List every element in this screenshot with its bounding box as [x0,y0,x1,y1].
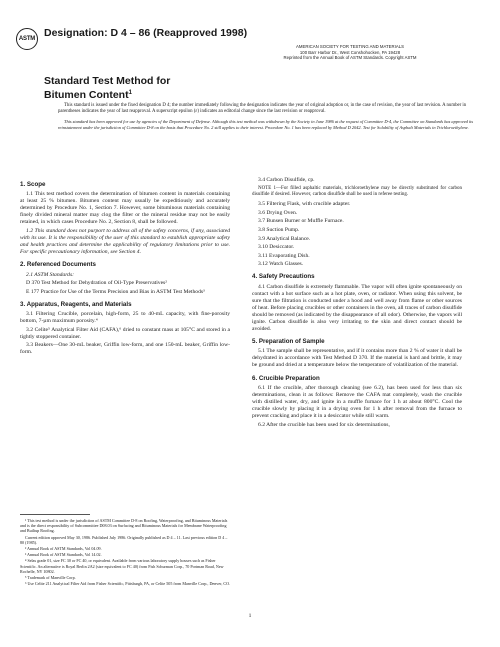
list-item: 3.11 Evaporating Dish. [258,252,310,259]
document-title [44,75,170,101]
paragraph: 6.2 After the crucible has been used for six determinations, [258,421,390,428]
section-heading: 1. Scope [20,181,46,188]
section-heading: 5. Preparation of Sample [252,338,325,346]
paragraph: 3.2 Celite⁵ Analytical Filter Aid (CAFA),⁶ dried to constant mass at 105°C and stored in a tightly stoppered container. [20,326,230,340]
footnote: ³ Annual Book of ASTM Standards, Vol 14.02. [25,552,102,558]
list-item: 3.10 Desiccator. [258,244,295,251]
footnote: ⁶ Use Celite 211 Analytical Filter Aid from Fisher Scientific, Pittsburgh, PA, or Celite 505 from Manville Corp., Denver, CO. [25,581,231,587]
title-footnote-mark: 1 [128,90,132,96]
section-heading: 2. Referenced Documents [20,261,96,269]
publisher-block [205,44,495,61]
paragraph: 1.2 This standard does not purport to address all of the safety concerns, if any, associated with its use. It is the responsibility of the user of this standard to establish appropriate safety and health practices and determine the applicability of regulatory limitations prior to use. For specific precautionary information, see Section 4. [20,228,230,256]
paragraph: 3.1 Filtering Crucible, porcelain, high-form, 25 to 40-mL capacity, with fine-porosity bottom, 7-µm maximum porosity.⁴ [20,310,230,324]
list-item: 3.9 Analytical Balance. [258,235,311,242]
right-column [252,176,462,430]
reference-item: E 177 Practice for Use of the Terms Precision and Bias in ASTM Test Methods³ [26,288,205,295]
reference-item: D 370 Test Method for Dehydration of Oil-Type Preservatives² [26,280,167,287]
preface [58,103,488,133]
footnote: ⁴ Selas grade 01, size FC 30 or FC 40, or equivalent. Available from various laboratory supply houses such as Fisher Scientific. An alternative is Royal Berlin 2A2 (size equivalent to FC 40) from Fish Schurman Corp., 70 Portman Road, New Rochelle, NY 10802. [20,558,224,574]
issue-note: This standard is issued under the fixed designation D 4; the number immediately following the designation indicates the year of original adoption or, in the case of revision, the year of last revision. A number in parentheses indicates the year of last reapproval. A superscript epsilon (ε) indicates an editorial change since the last revision or reapproval. [58,103,467,115]
list-item: 3.12 Watch Glasses. [258,261,304,268]
title-line-2: Bitumen Content [44,89,129,101]
footnote: ² Annual Book of ASTM Standards, Vol 04.09. [25,546,102,552]
dod-note: This standard has been approved for use by agencies of the Department of Defense. Although this test method was withdrawn by the Society in June 1986 at the request of Committee D-4, the Committee on Standards has approved its reinstatement under the jurisdiction of Committee D-8 on the basis that Procedure No. 2 still applies to their interest. Procedure No. 1 has been replaced by Method D 2042. Test for Solubility of Asphalt Materials in Trichloroethylene. [58,119,474,131]
publisher-line: Reprinted from the Annual Book of ASTM Standards. Copyright ASTM [283,55,417,61]
left-column [20,176,230,358]
footnote: ¹ This test method is under the jurisdiction of ASTM Committee D-8 on Roofing, Waterproofing, and Bituminous Materials and is the direct responsibility of Subcommittee D08.03 on Surfacing and Bituminous Materials for Membrane Waterproofing and Builtup Roofing. [20,518,228,534]
paragraph: 6.1 If the crucible, after thorough cleaning (see 6.2), has been used for less than six determinations, clean it as follows: Remove the CAFA mat completely, wash the crucible with distilled water, dry, and ignite in a muffle furnace for 1 h at about 800°C. Cool the crucible slowly by placing it in a drying oven for 1 h after removal from the furnace to prevent cracking and place it in a desiccator while still warm. [252,384,462,420]
section-heading: 4. Safety Precautions [252,273,315,281]
footnote: ⁵ Trademark of Manville Corp. [25,575,76,581]
section-heading: 3. Apparatus, Reagents, and Materials [20,300,132,308]
note: NOTE 1—For filled asphaltic materials, trichloroethylene may be directly substituted for carbon disulfide if desired. However, carbon disulfide shall be used in referee testing. [252,185,462,197]
footnote: Current edition approved May 30, 1986. Published July 1986. Originally published as D 4 – 11. Last previous edition D 4 – 80 (1985). [20,534,228,545]
title-line-1: Standard Test Method for [44,75,171,87]
paragraph: 2.1 ASTM Standards: [26,271,75,278]
list-item: 3.5 Filtering Flask, with crucible adapter. [258,201,351,208]
list-item: 3.8 Suction Pump. [258,226,300,233]
paragraph: 3.4 Carbon Disulfide, cp. [258,177,315,183]
publisher-line: 100 Barr Harbor Dr., West Conshohocken, PA 19428 [299,49,401,55]
page-number: 1 [248,613,252,619]
paragraph: 3.3 Beakers—One 30-mL beaker, Griffin low-form, and one 150-mL beaker, Griffin low-form. [20,342,230,356]
footnote-divider [20,514,90,515]
section-heading: 6. Crucible Preparation [252,374,320,382]
paragraph: 4.1 Carbon disulfide is extremely flammable. The vapor will often ignite spontaneously on contact with a hot surface such as a hot plate, oven, or radiator. When using this solvent, be sure that the filtration is conducted under a hood and well away from flame or other sources of heat. Before placing crucibles or other containers in the oven, all traces of carbon disulfide should be removed (as indicated by the disappearance of all odor). Otherwise, the vapors will ignite. Carbon disulfide is also very irritating to the skin and direct contact should be avoided. [252,283,462,333]
paragraph: 1.1 This test method covers the determination of bitumen content in materials containing at least 25 % bitumen. Bitumen content may usually be expeditiously and accurately determined by Procedure No. 1, Section 7. However, some bituminous materials containing finely divided mineral matter may clog the filter or the mineral residue may not be easily retained, in which cases Procedure No. 2, Section 8, shall be followed. [20,191,230,226]
footnotes [20,518,232,587]
list-item: 3.7 Bunsen Burner or Muffle Furnace. [258,218,344,225]
list-item: 3.6 Drying Oven. [258,209,298,216]
astm-logo-text: ASTM [18,36,36,42]
astm-logo [16,28,38,50]
publisher-line: AMERICAN SOCIETY FOR TESTING AND MATERIALS [296,44,404,49]
paragraph: 5.1 The sample shall be representative, and if it contains more than 2 % of water it shall be dehydrated in accordance with Test Method D 370. If the material is hard and brittle, it may be ground and dried at a temperature below the temperature of volatilization of the material. [252,348,462,369]
designation: Designation: D 4 – 86 (Reapproved 1998) [44,27,248,39]
